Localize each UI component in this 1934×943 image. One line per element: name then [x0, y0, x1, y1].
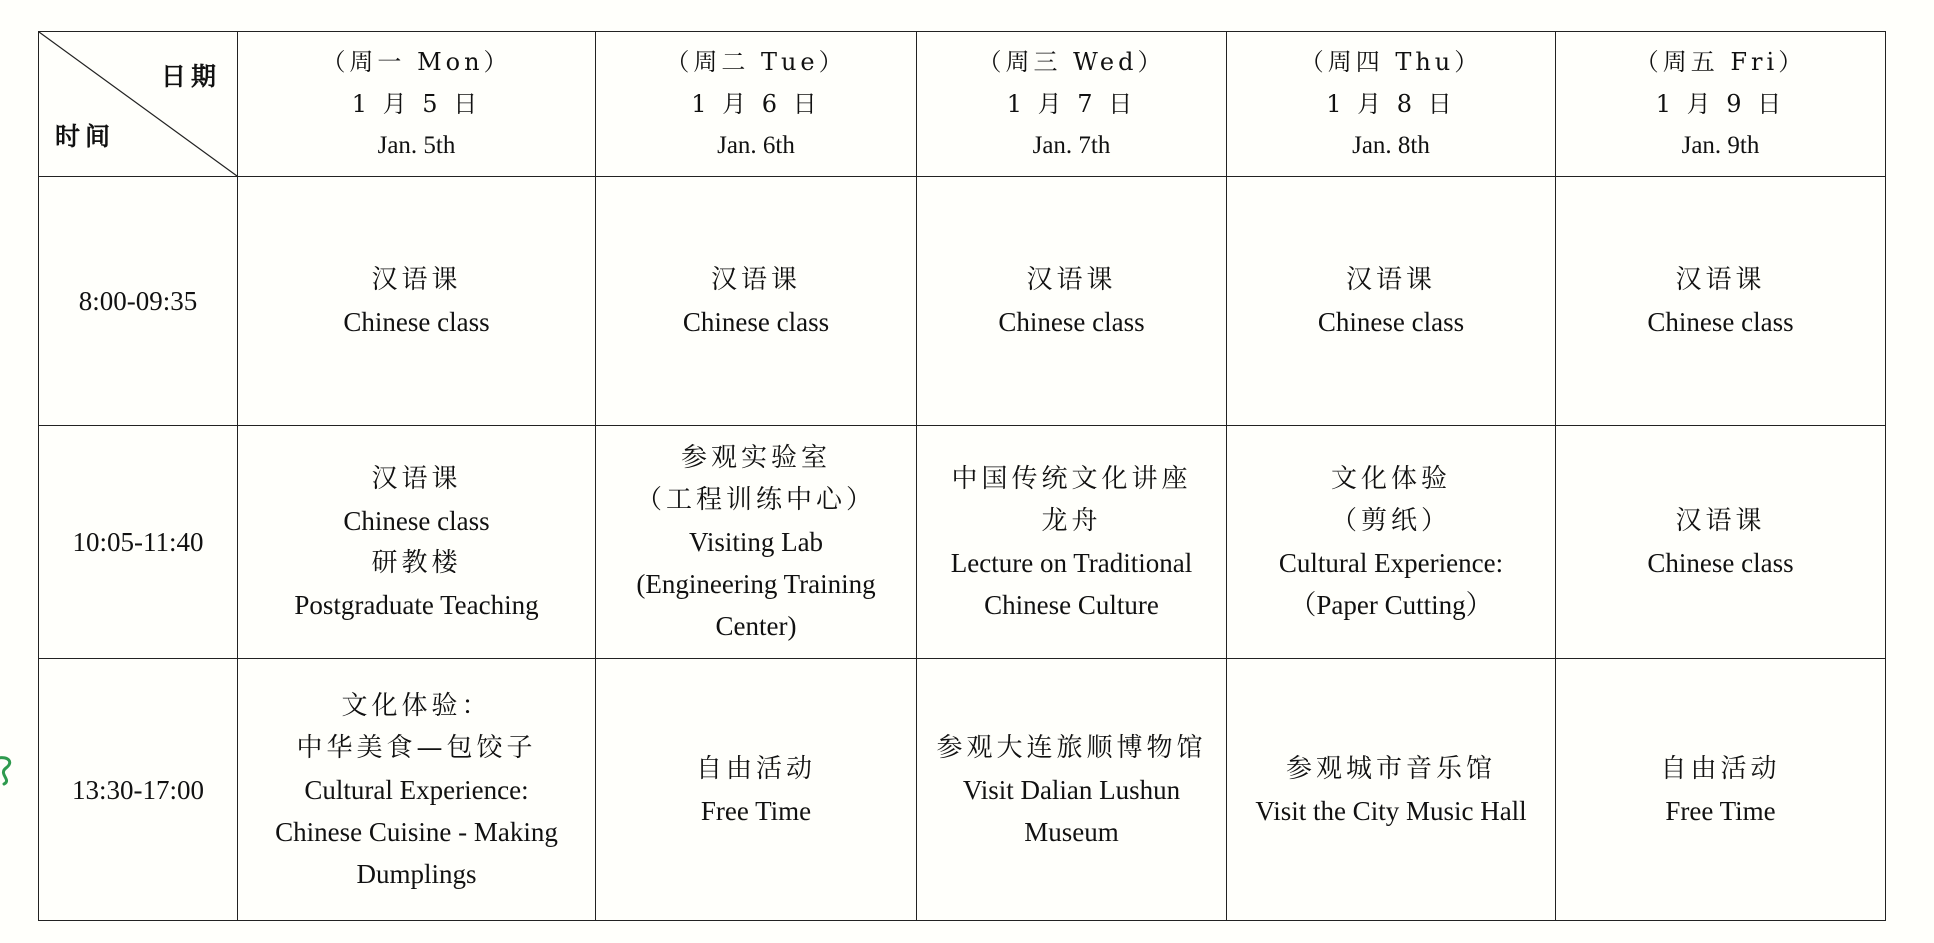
activity-zh: 汉语课	[371, 265, 462, 295]
day-header-tue	[596, 32, 917, 177]
activity-en: Chinese class	[682, 307, 830, 337]
date-zh-label: 1 月 7 日	[1006, 90, 1137, 118]
date-axis-label: 日期	[160, 62, 221, 91]
date-zh-label: 1 月 8 日	[1326, 90, 1456, 118]
activity-en: Visit the City Music Hall	[1255, 795, 1527, 826]
activity-en-line3: Dumplings	[356, 858, 477, 889]
activity-en: Visit Dalian Lushun	[962, 774, 1181, 805]
activity-zh-sub: （工程训练中心）	[635, 485, 876, 515]
date-zh-label: 1 月 5 日	[351, 90, 482, 118]
activity-en: Cultural Experience:	[1278, 548, 1504, 578]
time-axis-label: 时间	[55, 122, 116, 151]
activity-en-line3: Center)	[715, 611, 797, 641]
activity-zh: 汉语课	[1345, 265, 1436, 295]
activity-en: Chinese class	[1317, 307, 1465, 337]
location-en: Postgraduate Teaching	[294, 590, 539, 620]
activity-cell	[238, 426, 596, 659]
activity-zh: 文化体验：	[341, 690, 492, 721]
date-en-label: Jan. 8th	[1352, 132, 1430, 159]
activity-zh: 参观大连旅顺博物馆	[936, 732, 1207, 763]
activity-en: Free Time	[700, 795, 812, 826]
activity-zh-sub: 中华美食—包饺子	[296, 732, 537, 763]
table-row	[39, 177, 1886, 426]
activity-cell	[238, 177, 596, 426]
activity-en: Chinese class	[1647, 548, 1794, 578]
activity-zh-sub: （剪纸）	[1330, 506, 1451, 536]
day-header-wed	[917, 32, 1227, 177]
activity-cell	[917, 426, 1227, 659]
schedule-table	[38, 31, 1886, 921]
activity-zh: 汉语课	[1026, 265, 1117, 295]
activity-cell	[596, 177, 917, 426]
activity-en: Free Time	[1665, 795, 1776, 826]
activity-cell	[596, 659, 917, 921]
activity-en-line2: Museum	[1024, 816, 1119, 847]
activity-cell	[1556, 177, 1886, 426]
activity-en: Visiting Lab	[688, 527, 824, 557]
date-en-label: Jan. 6th	[717, 132, 795, 159]
activity-zh: 参观实验室	[680, 443, 831, 473]
weekday-label: （周五 Fri）	[1634, 48, 1807, 76]
activity-cell	[917, 177, 1227, 426]
activity-cell	[238, 659, 596, 921]
activity-cell	[1556, 659, 1886, 921]
table-row	[39, 426, 1886, 659]
date-en-label: Jan. 7th	[1032, 132, 1111, 159]
green-swirl-icon	[0, 752, 20, 788]
activity-en: Chinese class	[343, 506, 490, 536]
date-zh-label: 1 月 6 日	[691, 90, 821, 118]
day-header-mon	[238, 32, 596, 177]
day-header-thu	[1227, 32, 1556, 177]
activity-cell	[1227, 659, 1556, 921]
activity-en: Chinese class	[1647, 307, 1794, 337]
date-zh-label: 1 月 9 日	[1655, 90, 1786, 118]
header-row	[39, 32, 1886, 177]
activity-en-line2: （Paper Cutting）	[1289, 590, 1493, 620]
table-row	[39, 659, 1886, 921]
corner-cell	[39, 32, 238, 177]
activity-zh: 自由活动	[1660, 753, 1781, 784]
activity-cell	[596, 426, 917, 659]
activity-cell	[1556, 426, 1886, 659]
activity-cell	[1227, 426, 1556, 659]
activity-zh: 自由活动	[695, 753, 816, 784]
location-zh: 研教楼	[371, 548, 462, 578]
activity-en: Chinese class	[343, 307, 490, 337]
activity-en-line2: Chinese Cuisine - Making	[275, 816, 558, 847]
activity-en-line2: (Engineering Training	[636, 569, 876, 599]
activity-en: Cultural Experience:	[304, 774, 529, 805]
activity-zh: 汉语课	[710, 265, 801, 295]
date-en-label: Jan. 9th	[1681, 132, 1760, 159]
time-slot-cell: 8:00-09:35	[39, 177, 238, 426]
activity-zh: 中国传统文化讲座	[951, 464, 1192, 494]
activity-cell	[917, 659, 1227, 921]
activity-en: Chinese class	[998, 307, 1145, 337]
date-en-label: Jan. 5th	[377, 132, 456, 159]
day-header-fri	[1556, 32, 1886, 177]
activity-zh: 汉语课	[371, 464, 462, 494]
activity-zh: 文化体验	[1330, 464, 1451, 494]
activity-en: Lecture on Traditional	[950, 548, 1193, 578]
weekday-label: （周一 Mon）	[321, 48, 512, 76]
diagonal-divider	[39, 32, 237, 176]
activity-cell	[1227, 177, 1556, 426]
activity-zh-sub: 龙舟	[1041, 506, 1102, 536]
activity-en-line2: Chinese Culture	[984, 590, 1159, 620]
time-slot-cell: 13:30-17:00	[39, 659, 238, 921]
activity-zh: 汉语课	[1675, 506, 1766, 536]
activity-zh: 汉语课	[1675, 265, 1766, 295]
activity-zh: 参观城市音乐馆	[1285, 753, 1496, 784]
time-slot-cell: 10:05-11:40	[39, 426, 238, 659]
weekday-label: （周四 Thu）	[1299, 48, 1483, 76]
weekday-label: （周三 Wed）	[977, 48, 1166, 76]
weekday-label: （周二 Tue）	[665, 48, 847, 76]
